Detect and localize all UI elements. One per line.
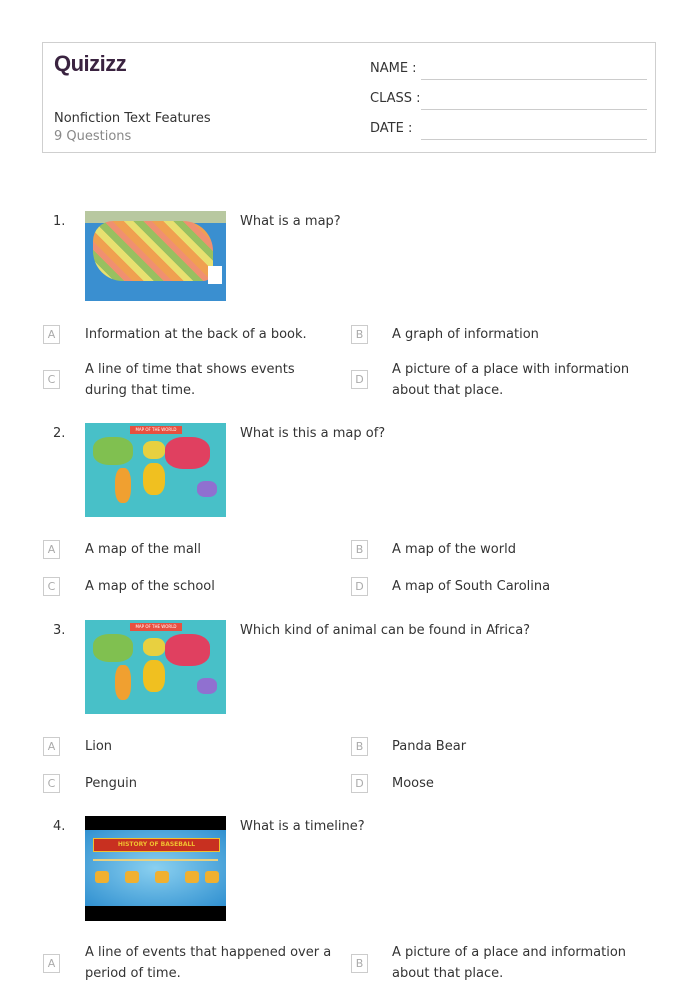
option-b-box: B (351, 325, 368, 344)
question-number: 3. (53, 623, 66, 638)
option-a-box: A (43, 325, 60, 344)
option-c-box: C (43, 370, 60, 389)
quizizz-logo: Quizizz (54, 51, 127, 76)
option-d-box: D (351, 774, 368, 793)
option-d-box: D (351, 577, 368, 596)
option-b-box: B (351, 737, 368, 756)
option-b-text: Panda Bear (392, 739, 467, 754)
option-a-box: A (43, 737, 60, 756)
option-a-text: A map of the mall (85, 542, 202, 557)
timeline-image: HISTORY OF BASEBALL (85, 816, 226, 921)
question-number: 1. (53, 214, 66, 229)
question-text: What is a timeline? (240, 819, 365, 834)
class-line (421, 109, 647, 110)
option-c-text: A map of the school (85, 579, 215, 594)
date-label: DATE : (370, 121, 413, 136)
option-a-text: A line of events that happened over a period of time. (85, 945, 332, 981)
option-b-text: A picture of a place and information about that place. (392, 945, 627, 981)
option-b-text: A map of the world (392, 542, 516, 557)
option-b-box: B (351, 540, 368, 559)
option-a-text: Information at the back of a book. (85, 327, 307, 342)
option-d-text: Moose (392, 776, 434, 791)
question-number: 2. (53, 426, 66, 441)
question-text: What is this a map of? (240, 426, 386, 441)
option-b-box: B (351, 954, 368, 973)
worksheet-title: Nonfiction Text Features (54, 111, 211, 126)
option-b-text: A graph of information (392, 327, 539, 342)
question-number: 4. (53, 819, 66, 834)
world-map-image: MAP OF THE WORLD (85, 423, 226, 517)
option-c-text: Penguin (85, 776, 137, 791)
option-c-text: A line of time that shows events during that time. (85, 362, 295, 398)
us-map-image (85, 211, 226, 301)
option-c-box: C (43, 577, 60, 596)
name-line (421, 79, 647, 80)
option-d-box: D (351, 370, 368, 389)
option-c-box: C (43, 774, 60, 793)
option-d-text: A picture of a place with information about that place. (392, 362, 630, 398)
question-text: Which kind of animal can be found in Africa? (240, 623, 531, 638)
date-line (421, 139, 647, 140)
worksheet-header (42, 42, 656, 153)
option-a-box: A (43, 954, 60, 973)
option-a-text: Lion (85, 739, 113, 754)
question-count: 9 Questions (54, 129, 132, 144)
class-label: CLASS : (370, 91, 421, 106)
name-label: NAME : (370, 61, 417, 76)
world-map-image: MAP OF THE WORLD (85, 620, 226, 714)
question-text: What is a map? (240, 214, 341, 229)
option-d-text: A map of South Carolina (392, 579, 551, 594)
option-a-box: A (43, 540, 60, 559)
